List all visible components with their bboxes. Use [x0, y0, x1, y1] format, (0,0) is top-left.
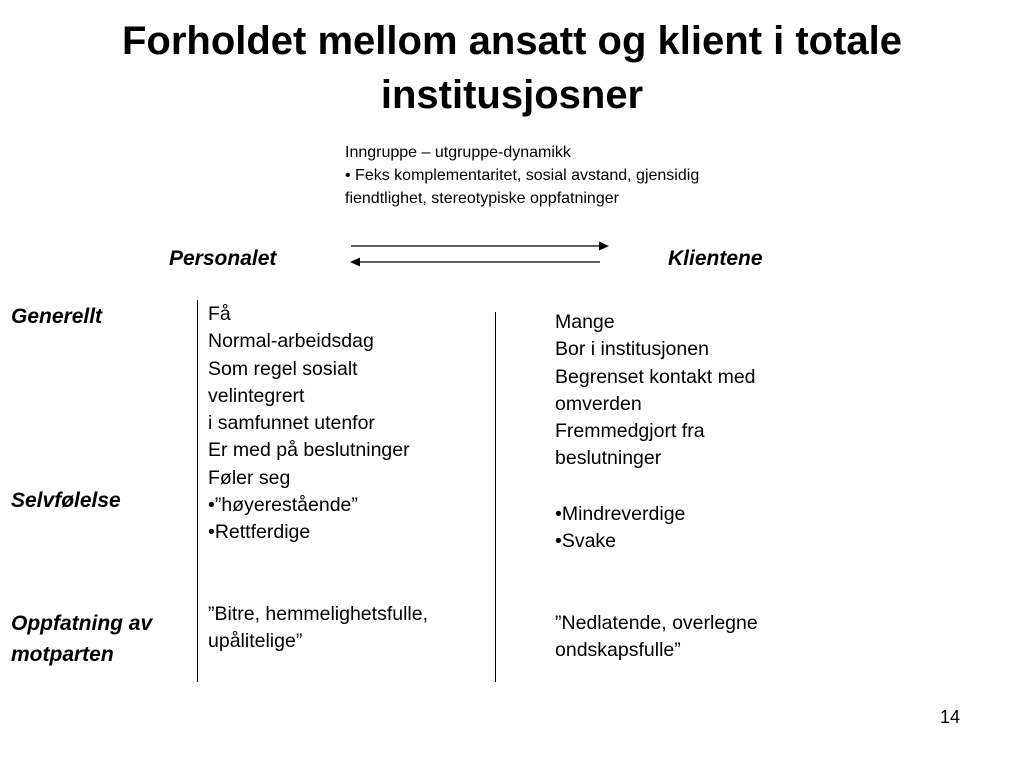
staff-general-line: i samfunnet utenfor: [208, 412, 375, 435]
clients-general-line: Begrenset kontakt med: [555, 365, 756, 388]
row-label-self-esteem: Selvfølelse: [11, 489, 121, 512]
dynamics-heading: Inngruppe – utgruppe-dynamikk: [345, 144, 571, 161]
clients-self-esteem-line: •Mindreverdige: [555, 503, 686, 525]
staff-general-line: Normal-arbeidsdag: [208, 330, 374, 353]
arrow-right-icon: [351, 242, 609, 251]
slide-title-line-1: Forholdet mellom ansatt og klient i totale: [121, 19, 903, 63]
column-divider-left: [197, 300, 198, 682]
staff-general-text: [208, 301, 410, 547]
clients-general-line: beslutninger: [555, 447, 662, 470]
staff-general-line: Er med på beslutninger: [208, 439, 410, 462]
staff-general-line: velintegrert: [208, 384, 305, 407]
clients-perception-line: ondskapsfulle”: [555, 639, 681, 662]
clients-perception-text: [555, 610, 758, 665]
staff-self-esteem-line: Føler seg: [208, 466, 291, 489]
row-label-perception-line-1: Oppfatning av: [11, 612, 153, 635]
page-number: 14: [939, 707, 961, 727]
clients-self-esteem-line: •Svake: [555, 530, 617, 553]
clients-general-line: Bor i institusjonen: [555, 338, 709, 361]
party-staff-label: Personalet: [169, 247, 277, 270]
row-label-perception-line-2: motparten: [11, 643, 114, 666]
staff-self-esteem-line: •Rettferdige: [208, 521, 311, 544]
clients-general-line: omverden: [555, 392, 642, 415]
slide-title-line-2: institusjosner: [380, 73, 644, 117]
bidirectional-arrows: [345, 236, 615, 270]
staff-perception-line: ”Bitre, hemmelighetsfulle,: [208, 603, 429, 625]
clients-perception-line: ”Nedlatende, overlegne: [555, 612, 758, 634]
staff-general-line: Få: [208, 303, 231, 325]
clients-general-line: Fremmedgjort fra: [555, 420, 705, 443]
slide-title: [40, 14, 984, 122]
staff-self-esteem-line: •”høyerestående”: [208, 494, 358, 517]
group-dynamics-note: [345, 141, 815, 210]
dynamics-bullet-line-2: fiendtlighet, stereotypiske oppfatninger: [345, 190, 619, 207]
clients-general-line: Mange: [555, 311, 615, 333]
party-clients-label: Klientene: [668, 247, 763, 270]
staff-perception-text: [208, 601, 428, 656]
staff-general-line: Som regel sosialt: [208, 357, 358, 380]
arrow-left-icon: [350, 258, 600, 267]
dynamics-bullet-line-1: • Feks komplementaritet, sosial avstand, gjensidig: [345, 167, 700, 184]
column-divider-right: [495, 312, 496, 682]
row-label-general: Generellt: [11, 305, 103, 328]
staff-perception-line: upålitelige”: [208, 630, 303, 653]
clients-self-esteem-text: [555, 501, 685, 556]
clients-general-text: [555, 309, 756, 473]
row-label-perception: [11, 608, 152, 670]
